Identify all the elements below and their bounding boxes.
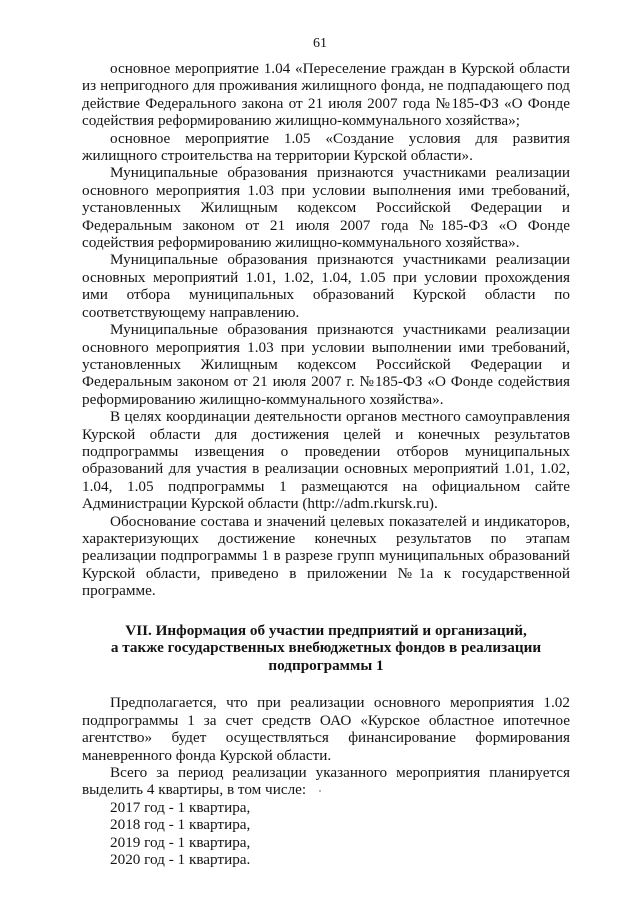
section-heading bbox=[82, 622, 570, 675]
paragraph-participants-1-03-b: Муниципальные образования признаются участниками реализации основного мероприятия 1.03 при условии выполнении ими требований, установленных Жилищным кодексом Российской Федерации и Федеральным законом от 21 июля 2007 г. №185-ФЗ «О Фонде содействия реформированию жилищно-коммунального хозяйства». bbox=[82, 321, 570, 408]
paragraph-participants-1-03-a: Муниципальные образования признаются участниками реализации основного мероприятия 1.03 при условии выполнения ими требований, установленных Жилищным кодексом Российской Федерации и Федеральным законом от 21 июля 2007 года №185-ФЗ «О Фонде содействия реформированию жилищно-коммунального хозяйства». bbox=[82, 164, 570, 252]
section-heading-line-2: а также государственных внебюджетных фондов в реализации bbox=[110, 639, 542, 657]
scan-speck bbox=[319, 790, 321, 792]
page-number: 61 bbox=[313, 36, 327, 51]
list-item: 2020 год - 1 квартира. bbox=[110, 851, 251, 869]
paragraph-mortgage-agency: Предполагается, что при реализации основного мероприятия 1.02 подпрограммы 1 за счет средств ОАО «Курское областное ипотечное агентство» будет осуществляться финансирование формирования маневренного фонда Курской области. bbox=[82, 694, 570, 764]
paragraph-participants-selection: Муниципальные образования признаются участниками реализации основных мероприятий 1.01, 1.02, 1.04, 1.05 при условии прохождения ими отбора муниципальных образований Курской области по соответствующему направлению. bbox=[82, 251, 570, 321]
paragraph-measure-1-05: основное мероприятие 1.05 «Создание условия для развития жилищного строительства на территории Курской области». bbox=[82, 129, 570, 165]
paragraph-coordination: В целях координации деятельности органов местного самоуправления Курской области для достижения целей и конечных результатов подпрограммы извещения о проведении отборов муниципальных образований для участия в реализации основных мероприятий 1.01, 1.02, 1.04, 1.05 подпрограммы 1 размещаются на официальном сайте Администрации Курской области (http://adm.rkursk.ru). bbox=[82, 408, 570, 513]
apartments-by-year-list bbox=[82, 799, 570, 869]
paragraph-apartments-total: Всего за период реализации указанного мероприятия планируется выделить 4 квартиры, в том числе: bbox=[82, 764, 570, 799]
paragraph-indicators: Обоснование состава и значений целевых показателей и индикаторов, характеризующих достижение конечных результатов по этапам реализации подпрограммы 1 в разрезе групп муниципальных образований Курской области, приведено в приложении №1а к государственной программе. bbox=[82, 512, 570, 600]
document-body bbox=[82, 60, 570, 868]
list-item: 2018 год - 1 квартира, bbox=[110, 816, 251, 834]
list-item: 2017 год - 1 квартира, bbox=[110, 798, 251, 816]
section-heading-line-1: VII. Информация об участии предприятий и организаций, bbox=[125, 621, 527, 639]
paragraph-measure-1-04: основное мероприятие 1.04 «Переселение граждан в Курской области из непригодного для проживания жилищного фонда, не подпадающего под действие Федерального закона от 21 июля 2007 года №185-ФЗ «О Фонде содействия реформированию жилищно-коммунального хозяйства»; bbox=[82, 60, 570, 130]
list-item: 2019 год - 1 квартира, bbox=[110, 833, 251, 851]
section-heading-line-3: подпрограммы 1 bbox=[268, 656, 384, 674]
